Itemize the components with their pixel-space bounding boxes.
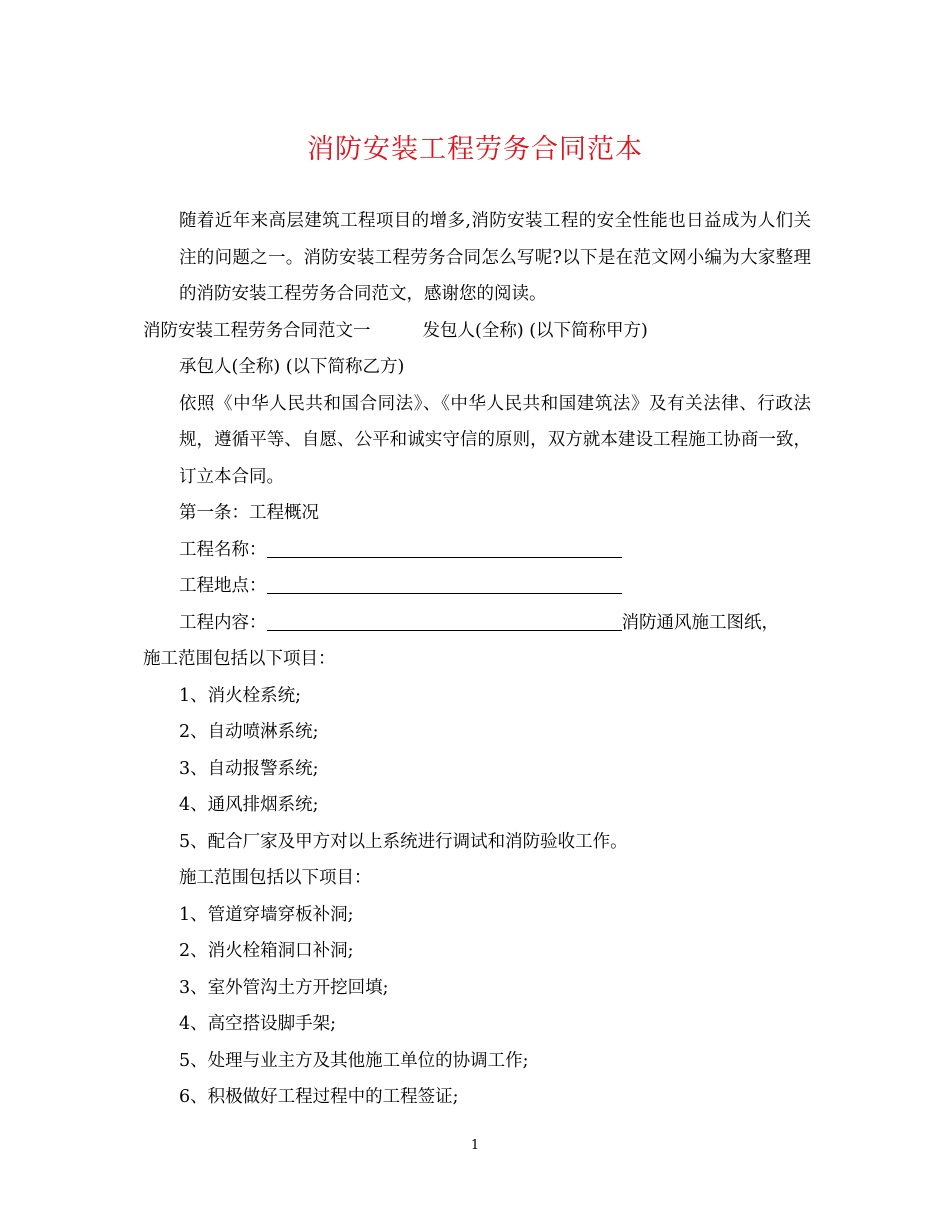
project-content-blank <box>267 612 622 631</box>
list-item: 3、自动报警系统; <box>179 758 319 779</box>
project-location-label: 工程地点： <box>179 576 267 596</box>
project-location-row <box>143 568 811 605</box>
list-item: 1、消火栓系统; <box>179 685 302 706</box>
project-name-blank <box>267 539 622 558</box>
list-item: 3、室外管沟土方开挖回填; <box>179 977 389 998</box>
project-name-row <box>143 532 811 569</box>
project-name-label: 工程名称： <box>179 539 267 560</box>
project-content-row <box>143 605 811 642</box>
article-1-heading: 第一条：工程概况 <box>179 503 319 523</box>
scope-intro-1: 施工范围包括以下项目： <box>143 649 336 669</box>
party-b: 承包人(全称) (以下简称乙方) <box>179 357 405 377</box>
page-number: 1 <box>470 1138 480 1153</box>
sample-heading-line <box>143 313 811 350</box>
document-body <box>143 203 811 1116</box>
list-item: 5、配合厂家及甲方对以上系统进行调试和消防验收工作。 <box>179 831 628 852</box>
list-item: 6、积极做好工程过程中的工程签证; <box>179 1087 459 1107</box>
list-item: 2、自动喷淋系统; <box>179 722 319 742</box>
intro-paragraph: 随着近年来高层建筑工程项目的增多,消防安装工程的安全性能也日益成为人们关注的问题之一。消防安装工程劳务合同怎么写呢?以下是在范文网小编为大家整理的消防安装工程劳务合同范文，感谢您的阅读。 <box>179 211 811 304</box>
project-content-label: 工程内容： <box>179 612 267 633</box>
list-item: 2、消火栓箱洞口补洞; <box>179 941 354 961</box>
legal-basis-paragraph: 依照《中华人民共和国合同法》、《中华人民共和国建筑法》及有关法律、行政法规，遵循平等、自愿、公平和诚实守信的原则，双方就本建设工程施工协商一致，订立本合同。 <box>179 393 811 487</box>
party-a: 发包人(全称) (以下简称甲方) <box>422 320 648 341</box>
sample-heading: 消防安装工程劳务合同范文一 <box>143 320 371 341</box>
project-location-blank <box>267 575 622 594</box>
list-item: 1、管道穿墙穿板补洞; <box>179 904 354 925</box>
list-item: 4、高空搭设脚手架; <box>179 1014 337 1034</box>
document-title: 消防安装工程劳务合同范本 <box>307 134 643 165</box>
list-item: 5、处理与业主方及其他施工单位的协调工作; <box>179 1050 529 1071</box>
project-content-suffix: 消防通风施工图纸， <box>621 612 779 633</box>
list-item: 4、通风排烟系统; <box>179 795 319 815</box>
scope-intro-2: 施工范围包括以下项目： <box>179 868 372 888</box>
